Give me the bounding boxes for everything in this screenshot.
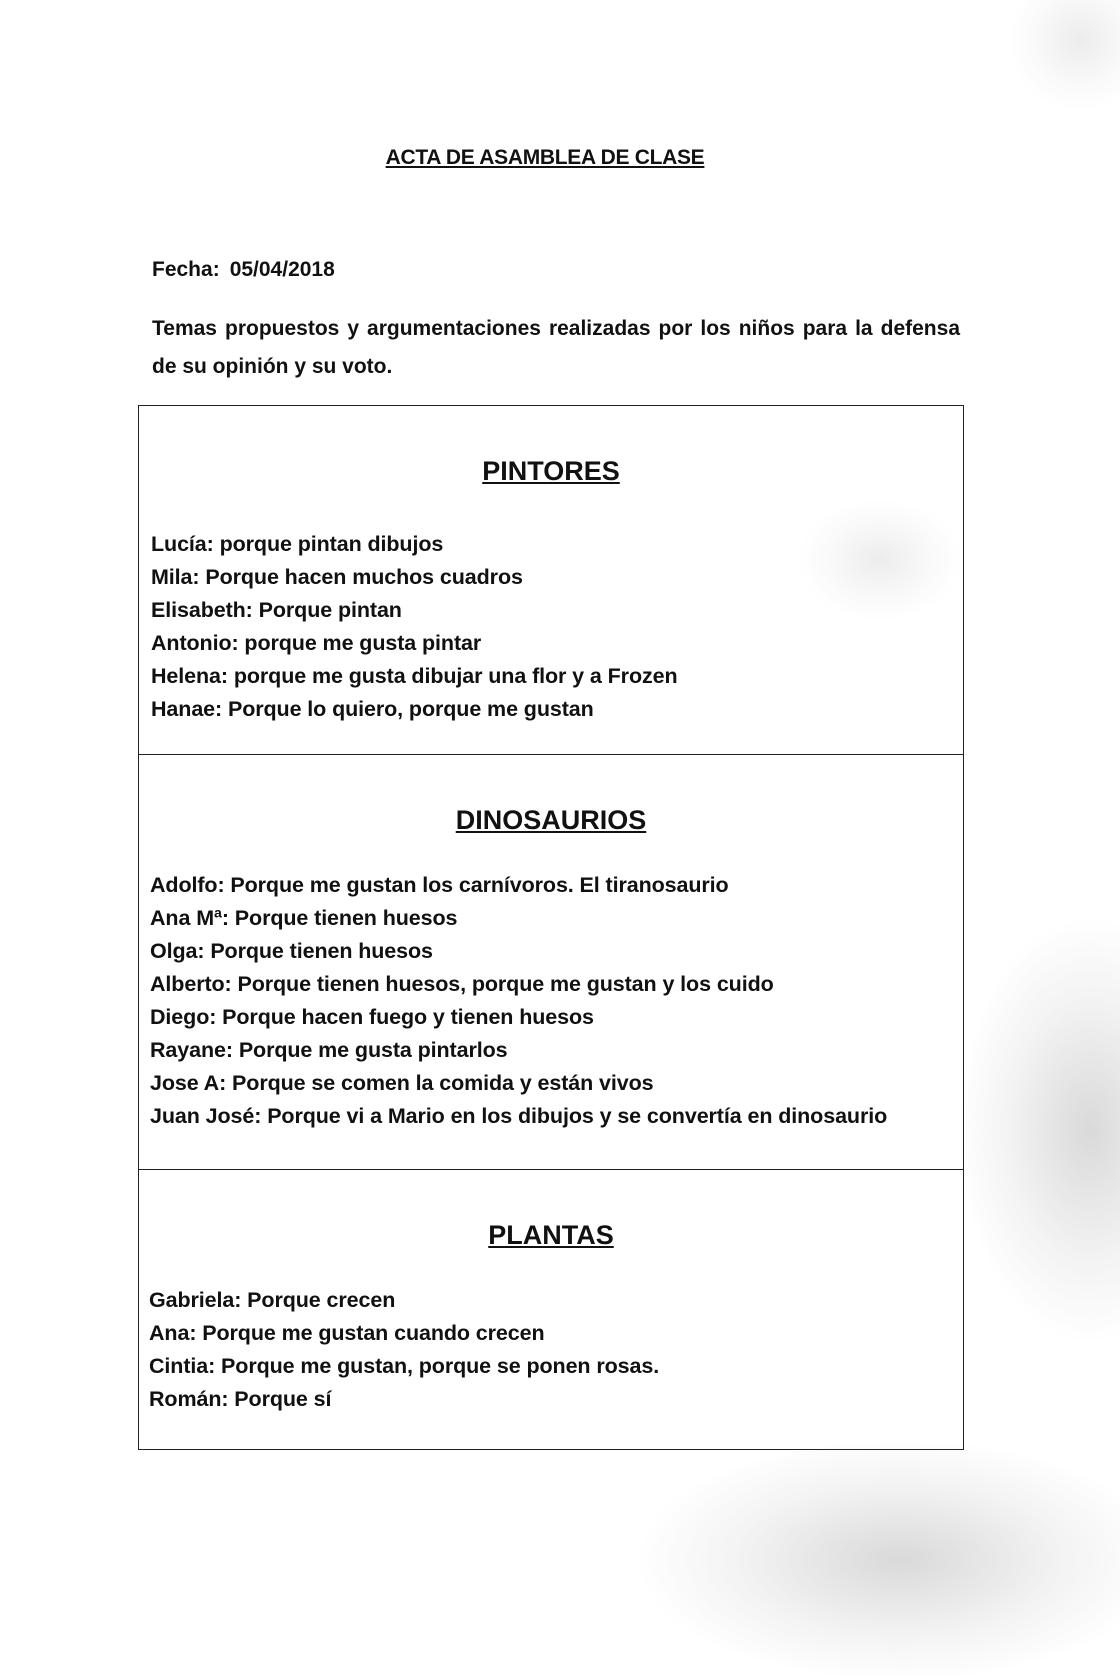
- entry: Juan José: Porque vi a Mario en los dibujos y se convertía en dinosaurio: [150, 1104, 888, 1128]
- section-plantas: [139, 1169, 963, 1449]
- entry: Olga: Porque tienen huesos: [150, 939, 433, 963]
- entry: Alberto: Porque tienen huesos, porque me gustan y los cuido: [150, 972, 774, 996]
- section-title: DINOSAURIOS: [455, 805, 647, 835]
- entry: Adolfo: Porque me gustan los carnívoros. El tiranosaurio: [150, 873, 729, 897]
- date-label: Fecha:: [152, 258, 220, 281]
- entry: Elisabeth: Porque pintan: [151, 598, 402, 622]
- entry: Jose A: Porque se comen la comida y están vivos: [150, 1071, 654, 1095]
- entry: Mila: Porque hacen muchos cuadros: [151, 565, 523, 589]
- entry: Rayane: Porque me gusta pintarlos: [150, 1038, 508, 1062]
- date-value: 05/04/2018: [229, 258, 335, 281]
- document-title: ACTA DE ASAMBLEA DE CLASE: [385, 146, 705, 169]
- entry-list: [151, 528, 678, 726]
- entry-list: [149, 1284, 659, 1416]
- section-title: PINTORES: [482, 456, 620, 486]
- entry: Cintia: Porque me gustan, porque se ponen rosas.: [149, 1354, 660, 1378]
- scan-smudge: [960, 920, 1120, 1340]
- entry: Diego: Porque hacen fuego y tienen huesos: [150, 1005, 594, 1029]
- section-pintores: [139, 406, 963, 754]
- entry-list: [150, 869, 887, 1133]
- date-line: [152, 258, 335, 282]
- intro-paragraph: Temas propuestos y argumentaciones realizadas por los niños para la defensa de su opinión y su voto.: [152, 317, 960, 378]
- entry: Lucía: porque pintan dibujos: [151, 532, 444, 556]
- entry: Ana: Porque me gustan cuando crecen: [149, 1321, 545, 1345]
- entry: Antonio: porque me gusta pintar: [151, 631, 482, 655]
- entry: Helena: porque me gusta dibujar una flor y a Frozen: [151, 664, 678, 688]
- entry: Hanae: Porque lo quiero, porque me gustan: [151, 697, 594, 721]
- entry: Gabriela: Porque crecen: [149, 1288, 396, 1312]
- scan-smudge: [640, 1440, 1120, 1680]
- entry: Ana Mª: Porque tienen huesos: [150, 906, 458, 930]
- section-dinosaurios: [139, 754, 963, 1169]
- entry: Román: Porque sí: [149, 1387, 332, 1411]
- topics-table: [138, 405, 964, 1450]
- scan-smudge: [1010, 0, 1120, 110]
- section-title: PLANTAS: [488, 1220, 614, 1250]
